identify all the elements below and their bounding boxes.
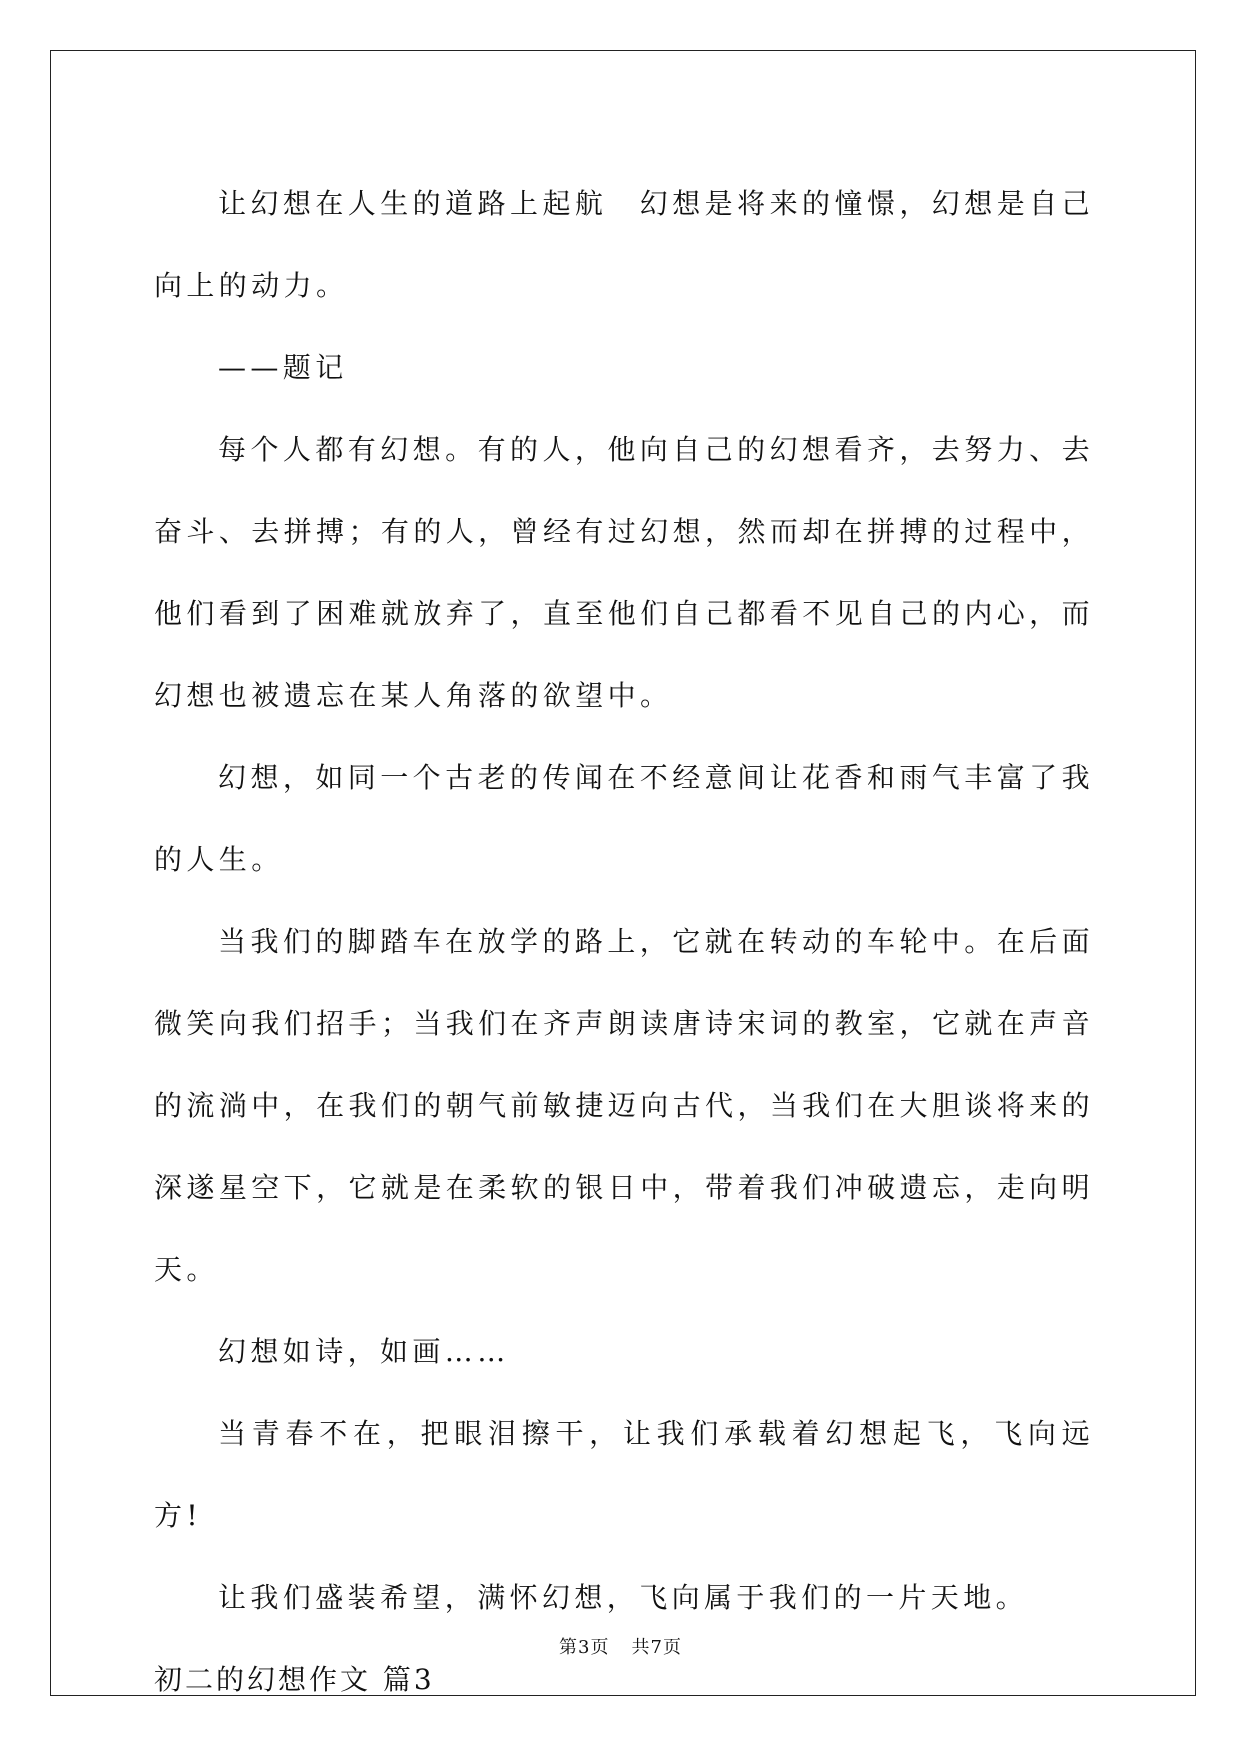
paragraph-everyone-has-dreams: 每个人都有幻想。有的人，他向自己的幻想看齐，去努力、去奋斗、去拼搏；有的人，曾经有过幻想，然而却在拼搏的过程中，他们看到了困难就放弃了，直至他们自己都看不见自己的内心，而幻想也被遗忘在某人角落的欲望中。	[154, 433, 1094, 712]
document-body	[154, 163, 1094, 1721]
page-total: 共7页	[631, 1637, 682, 1658]
paragraph-youth: 当青春不在，把眼泪擦干，让我们承载着幻想起飞，飞向远方!	[154, 1417, 1094, 1532]
page-number: 第3页	[559, 1637, 610, 1658]
section-heading: 初二的幻想作文 篇3	[154, 1663, 435, 1696]
paragraph-hope: 让我们盛装希望，满怀幻想，飞向属于我们的一片天地。	[218, 1581, 1029, 1614]
paragraph-intro: 让幻想在人生的道路上起航 幻想是将来的憧憬，幻想是自己向上的动力。	[154, 187, 1094, 302]
page-footer	[0, 1636, 1241, 1660]
paragraph-bicycle: 当我们的脚踏车在放学的路上，它就在转动的车轮中。在后面微笑向我们招手；当我们在齐声朗读唐诗宋词的教室，它就在声音的流淌中，在我们的朝气前敏捷迈向古代，当我们在大胆谈将来的深遂星空下，它就是在柔软的银日中，带着我们冲破遗忘，走向明天。	[154, 925, 1094, 1286]
paragraph-epigraph-credit: ——题记	[218, 351, 348, 384]
paragraph-ancient-legend: 幻想，如同一个古老的传闻在不经意间让花香和雨气丰富了我的人生。	[154, 761, 1094, 876]
paragraph-like-poem: 幻想如诗，如画……	[218, 1335, 510, 1368]
